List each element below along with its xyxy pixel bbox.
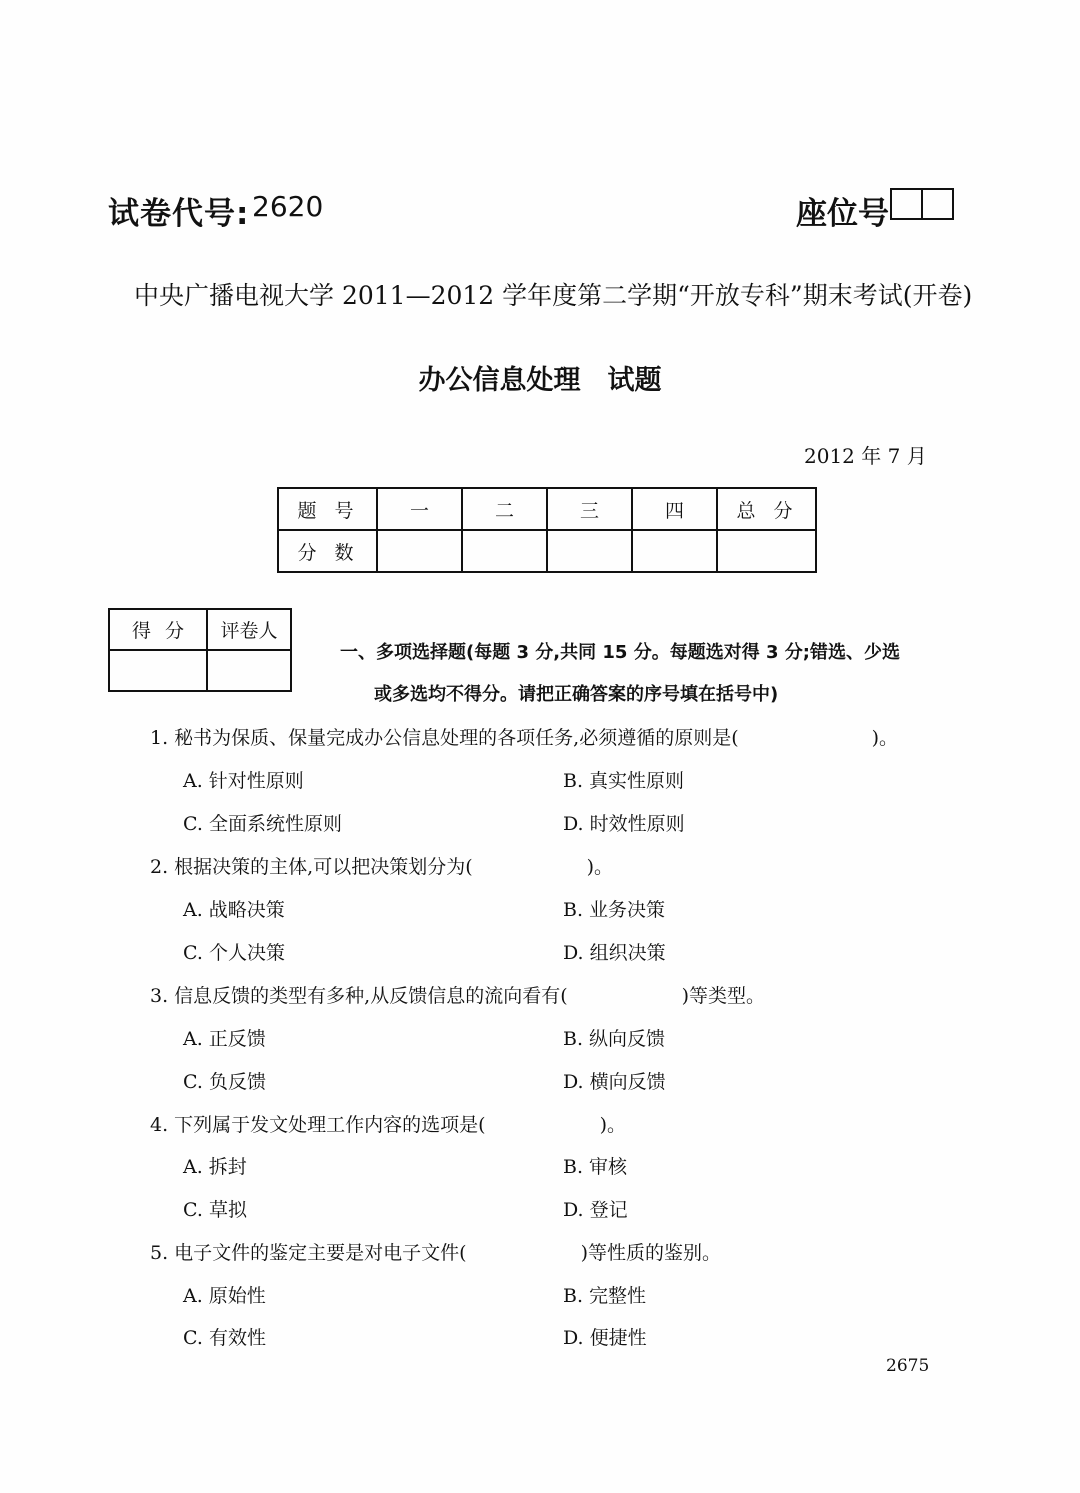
- exam-date: 2012 年 7 月: [804, 444, 927, 468]
- score-table-col-2: 二: [462, 488, 547, 530]
- question-1-option-c: C. 全面系统性原则: [183, 813, 342, 835]
- question-1-stem: 1. 秘书为保质、保量完成办公信息处理的各项任务,必须遵循的原则是( )。: [150, 727, 899, 749]
- seat-number-cell: [921, 190, 952, 218]
- seat-number-cell: [892, 190, 921, 218]
- question-3-option-c: C. 负反馈: [183, 1071, 266, 1093]
- grader-score-cell: [109, 650, 207, 691]
- grader-table-header-row: [109, 609, 291, 650]
- question-4-option-a: A. 拆封: [183, 1156, 247, 1178]
- grader-table-grader-head: 评卷人: [207, 609, 291, 650]
- question-1-option-b: B. 真实性原则: [563, 770, 685, 792]
- section-instructions-line-2: 或多选均不得分。请把正确答案的序号填在括号中): [374, 684, 779, 705]
- question-4-option-d: D. 登记: [563, 1199, 628, 1221]
- seat-number-box: [890, 188, 954, 220]
- score-table-col-1: 一: [377, 488, 462, 530]
- question-3-option-b: B. 纵向反馈: [563, 1028, 666, 1050]
- question-1-option-d: D. 时效性原则: [563, 813, 685, 835]
- score-cell: [632, 530, 717, 572]
- question-5-option-b: B. 完整性: [563, 1285, 647, 1307]
- grader-name-cell: [207, 650, 291, 691]
- score-cell: [547, 530, 632, 572]
- question-3-option-a: A. 正反馈: [183, 1028, 266, 1050]
- question-3-stem: 3. 信息反馈的类型有多种,从反馈信息的流向看有( )等类型。: [150, 985, 766, 1007]
- seat-number-label: 座位号: [796, 196, 889, 232]
- section-instructions-line-1: 一、多项选择题(每题 3 分,共同 15 分。每题选对得 3 分;错选、少选: [340, 642, 900, 663]
- score-table-col-4: 四: [632, 488, 717, 530]
- question-2-option-c: C. 个人决策: [183, 942, 285, 964]
- question-3-option-d: D. 横向反馈: [563, 1071, 666, 1093]
- score-table-score-head: 分数: [278, 530, 377, 572]
- grader-table-blank-row: [109, 650, 291, 691]
- score-table-col-3: 三: [547, 488, 632, 530]
- question-5-stem: 5. 电子文件的鉴定主要是对电子文件( )等性质的鉴别。: [150, 1242, 721, 1264]
- question-5-option-d: D. 便捷性: [563, 1327, 647, 1349]
- exam-code-value: 2620: [252, 190, 324, 223]
- question-1-option-a: A. 针对性原则: [183, 770, 304, 792]
- question-2-option-b: B. 业务决策: [563, 899, 666, 921]
- score-table-score-row: [278, 530, 816, 572]
- question-2-stem: 2. 根据决策的主体,可以把决策划分为( )。: [150, 856, 614, 878]
- score-cell: [462, 530, 547, 572]
- question-2-option-d: D. 组织决策: [563, 942, 666, 964]
- question-4-option-b: B. 审核: [563, 1156, 628, 1178]
- score-table-header-row: [278, 488, 816, 530]
- question-4-option-c: C. 草拟: [183, 1199, 247, 1221]
- score-table-question-head: 题号: [278, 488, 377, 530]
- question-4-stem: 4. 下列属于发文处理工作内容的选项是( )。: [150, 1114, 626, 1136]
- page-number: 2675: [886, 1356, 930, 1376]
- exam-title: 办公信息处理 试题: [418, 365, 662, 396]
- score-cell: [377, 530, 462, 572]
- question-2-option-a: A. 战略决策: [183, 899, 285, 921]
- grader-table-score-head: 得分: [109, 609, 207, 650]
- question-5-option-a: A. 原始性: [183, 1285, 266, 1307]
- score-total-cell: [717, 530, 816, 572]
- score-table: [277, 487, 817, 573]
- exam-code-label: 试卷代号:: [108, 196, 250, 232]
- grader-table: [108, 608, 292, 692]
- exam-header: 中央广播电视大学 2011—2012 学年度第二学期“开放专科”期末考试(开卷): [134, 281, 973, 310]
- question-5-option-c: C. 有效性: [183, 1327, 266, 1349]
- score-table-total-head: 总分: [717, 488, 816, 530]
